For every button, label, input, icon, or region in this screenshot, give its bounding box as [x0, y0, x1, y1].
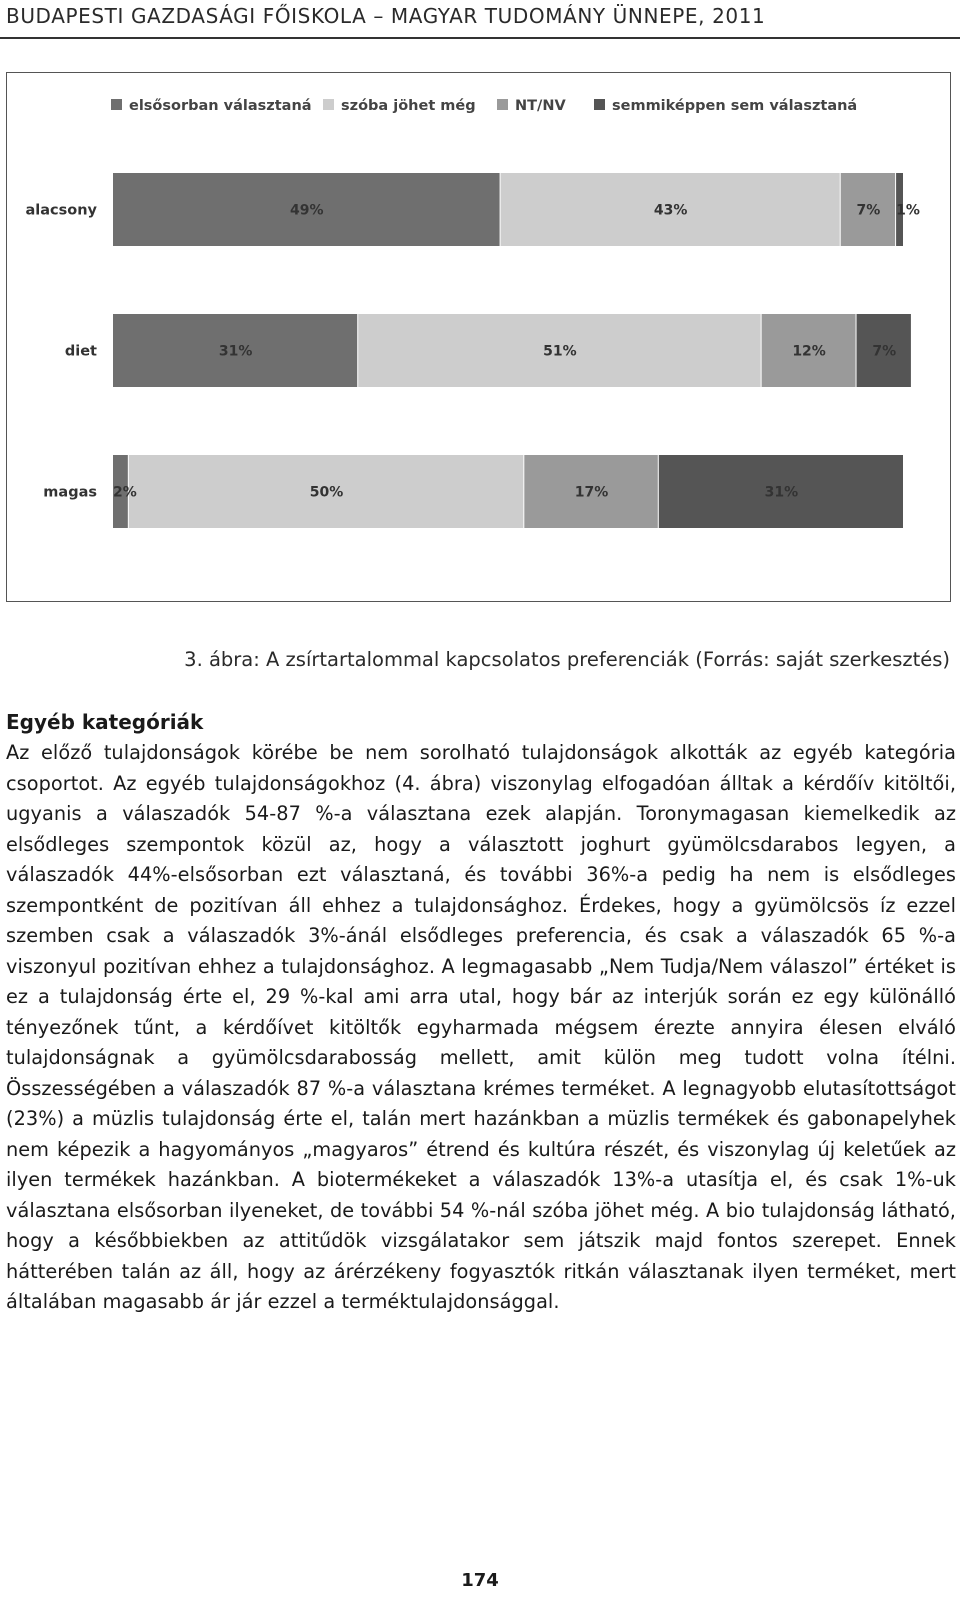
- body-paragraph: [6, 738, 956, 1318]
- data-label-1-3: 7%: [872, 343, 897, 360]
- legend-swatch-1: [323, 99, 334, 110]
- page-number: 174: [461, 1570, 499, 1591]
- data-label-2-0: 2%: [113, 484, 137, 501]
- chart-frame: [6, 72, 951, 602]
- legend-label-2: NT/NV: [515, 98, 566, 114]
- running-header: BUDAPESTI GAZDASÁGI FŐISKOLA – MAGYAR TUDOMÁNY ÜNNEPE, 2011: [6, 4, 766, 28]
- data-label-2-3: 31%: [764, 484, 799, 501]
- section-heading: Egyéb kategóriák: [6, 710, 204, 734]
- legend-label-1: szóba jöhet még: [341, 98, 476, 114]
- data-label-2-1: 50%: [309, 484, 344, 501]
- data-label-0-2: 7%: [856, 202, 881, 219]
- legend-label-3: semmiképpen sem választaná: [612, 98, 858, 114]
- data-label-1-0: 31%: [218, 343, 253, 360]
- body-paragraph-text: Az előző tulajdonságok körébe be nem sorolható tulajdonságok alkották az egyéb kategória csoportot. Az egyéb tulajdonságokhoz (4. ábra) viszonylag elfogadóan álltak a kérdőív kitöltői, ugyanis a válaszadók 54-87 %-a választana ezek alapján. Toronymagasan kiemelkedik az elsődleges szempontok közül az, hogy a választott joghurt gyümölcsdarabos legyen, a válaszadók 44%-elsősorban ezt választaná, és további 36%-a pedig ha nem is elsődleges szempontként de pozitívan áll ehhez a tulajdonsághoz. Érdekes, hogy a gyümölcsös íz ezzel szemben csak a válaszadók 3%-ánál elsődleges preferencia, és csak a válaszadók 65 %-a viszonyul pozitívan ehhez a tulajdonsághoz. A legmagasabb „Nem Tudja/Nem válaszol” értéket is ez a tulajdonság érte el, 29 %-kal ami arra utal, hogy bár az interjúk során ez egy különálló tényezőnek tűnt, a kérdőívet kitöltők egyharmada mégsem érezte annyira élesen elváló tulajdonságnak a gyümölcsdarabosság mellett, amit külön meg tudott volna ítélni. Összességében a válaszadók 87 %-a választana krémes terméket. A legnagyobb elutasítottságot (23%) a müzlis tulajdonság érte el, talán mert hazánkban a müzlis termékek és gabonapelyhek nem képezik a hagyományos „magyaros” étrend és kultúra részét, és viszonylag új keletűek az ilyen termékek hazánkban. A biotermékeket a válaszadók 13%-a utasítja el, és csak 1%-uk választana elsősorban ilyeneket, de további 54 %-nál szóba jöhet még. A bio tulajdonság látható, hogy a későbbiekben az attitűdök vizsgálatakor sem játszik majd fontos szerepet. Ennek hátterében talán az áll, hogy az árérzékeny fogyasztók ritkán választanak ilyen terméket, mert általában magasabb ár jár ezzel a terméktulajdonsággal.: [6, 741, 956, 1313]
- data-label-2-2: 17%: [574, 484, 609, 501]
- header-divider: [0, 37, 960, 39]
- legend-swatch-3: [594, 99, 605, 110]
- data-label-0-0: 49%: [290, 202, 324, 219]
- legend-swatch-2: [497, 99, 508, 110]
- legend-swatch-0: [111, 99, 122, 110]
- stacked-bar-chart: [7, 73, 949, 600]
- data-label-0-3: 1%: [896, 202, 920, 219]
- data-label-1-2: 12%: [792, 343, 826, 360]
- data-label-1-1: 51%: [543, 343, 577, 360]
- category-label-2: magas: [43, 484, 97, 501]
- legend-label-0: elsősorban választaná: [129, 98, 312, 114]
- data-label-0-1: 43%: [653, 202, 688, 219]
- figure-caption: 3. ábra: A zsírtartalommal kapcsolatos preferenciák (Forrás: saját szerkesztés): [184, 648, 950, 671]
- category-label-1: diet: [64, 343, 97, 360]
- category-label-0: alacsony: [25, 202, 97, 219]
